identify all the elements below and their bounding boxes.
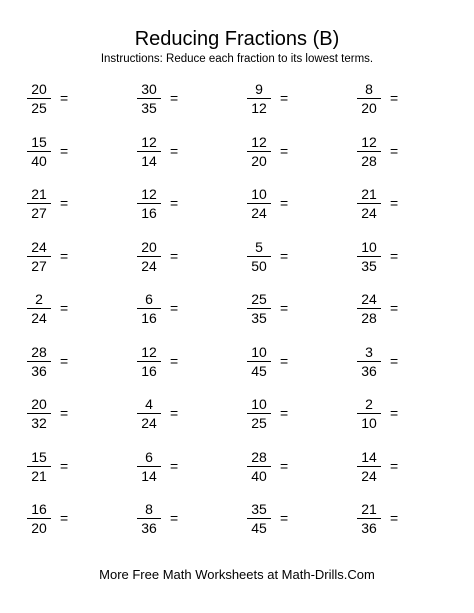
fraction-bar — [27, 203, 51, 204]
fraction-denominator: 21 — [31, 467, 47, 484]
fraction-numerator: 24 — [31, 238, 47, 255]
fraction — [22, 236, 56, 280]
fraction-numerator: 6 — [145, 291, 153, 307]
fraction-denominator: 45 — [251, 520, 267, 536]
fraction-numerator: 9 — [255, 81, 263, 97]
fraction-problem — [242, 236, 312, 280]
fraction-denominator: 27 — [31, 205, 47, 221]
fraction-numerator: 12 — [251, 133, 267, 150]
fraction — [22, 288, 56, 332]
fraction-bar — [247, 308, 271, 309]
fraction-denominator: 28 — [361, 310, 377, 326]
equals-sign: = — [390, 405, 399, 421]
fraction-numerator: 2 — [35, 291, 43, 307]
fraction-numerator: 4 — [145, 396, 153, 412]
fraction-bar — [137, 256, 161, 257]
fraction-problem — [352, 78, 422, 122]
fraction-problem — [22, 288, 92, 332]
fraction-denominator: 16 — [141, 205, 157, 221]
fraction-problem — [22, 183, 92, 227]
fraction-bar — [247, 413, 271, 414]
fraction-bar — [247, 151, 271, 152]
problem-grid — [0, 78, 474, 548]
fraction — [132, 393, 166, 437]
fraction-denominator: 24 — [251, 205, 267, 221]
fraction-problem — [352, 341, 422, 385]
fraction-denominator: 14 — [141, 467, 157, 484]
equals-sign: = — [60, 247, 69, 264]
fraction — [132, 131, 166, 175]
fraction-denominator: 14 — [141, 152, 157, 169]
fraction-denominator: 20 — [361, 100, 377, 116]
fraction-numerator: 20 — [31, 81, 47, 97]
equals-sign: = — [170, 195, 179, 211]
fraction — [132, 288, 166, 332]
fraction-denominator: 40 — [251, 467, 267, 484]
fraction-denominator: 12 — [251, 100, 267, 116]
fraction-bar — [137, 98, 161, 99]
fraction-numerator: 15 — [31, 448, 47, 465]
fraction-bar — [247, 518, 271, 519]
equals-sign: = — [60, 405, 69, 421]
fraction-numerator: 21 — [31, 186, 47, 202]
fraction-denominator: 36 — [361, 520, 377, 536]
fraction-bar — [27, 466, 51, 467]
fraction-problem — [132, 236, 202, 280]
equals-sign: = — [170, 300, 179, 316]
fraction-bar — [357, 413, 381, 414]
fraction — [22, 393, 56, 437]
equals-sign: = — [390, 510, 399, 526]
fraction-problem — [132, 131, 202, 175]
fraction — [242, 288, 276, 332]
fraction-problem — [22, 236, 92, 280]
fraction-denominator: 36 — [141, 520, 157, 536]
fraction-problem — [352, 393, 422, 437]
fraction-bar — [27, 151, 51, 152]
fraction — [352, 78, 386, 122]
fraction-numerator: 12 — [141, 343, 157, 360]
fraction — [352, 341, 386, 385]
worksheet-title: Reducing Fractions (B) — [134, 28, 340, 50]
fraction-numerator: 25 — [251, 291, 267, 307]
equals-sign: = — [390, 300, 399, 316]
fraction-denominator: 40 — [31, 152, 47, 169]
equals-sign: = — [170, 510, 179, 526]
fraction-bar — [137, 308, 161, 309]
fraction-denominator: 24 — [141, 415, 157, 431]
fraction-denominator: 24 — [361, 467, 377, 484]
fraction-problem — [352, 288, 422, 332]
equals-sign: = — [390, 247, 399, 264]
fraction-numerator: 12 — [141, 133, 157, 150]
equals-sign: = — [60, 300, 69, 316]
fraction-problem — [352, 183, 422, 227]
equals-sign: = — [60, 457, 69, 474]
fraction-bar — [357, 203, 381, 204]
fraction-denominator: 27 — [31, 257, 47, 274]
equals-sign: = — [170, 457, 179, 474]
equals-sign: = — [280, 247, 289, 264]
fraction-problem — [132, 393, 202, 437]
fraction-bar — [27, 518, 51, 519]
fraction — [22, 341, 56, 385]
fraction-denominator: 25 — [251, 415, 267, 431]
fraction-problem — [242, 131, 312, 175]
fraction — [22, 131, 56, 175]
equals-sign: = — [170, 90, 179, 106]
fraction-bar — [247, 466, 271, 467]
fraction — [22, 498, 56, 542]
fraction-numerator: 12 — [141, 186, 157, 202]
worksheet-instructions: Instructions: Reduce each fraction to its lowest terms. — [100, 53, 374, 65]
fraction-bar — [137, 151, 161, 152]
fraction-problem — [132, 78, 202, 122]
fraction — [242, 341, 276, 385]
fraction-numerator: 3 — [365, 343, 373, 360]
fraction-bar — [357, 256, 381, 257]
fraction-denominator: 24 — [31, 310, 47, 326]
fraction-bar — [137, 466, 161, 467]
fraction — [22, 183, 56, 227]
fraction-problem — [242, 183, 312, 227]
fraction-numerator: 20 — [31, 396, 47, 412]
fraction — [352, 131, 386, 175]
fraction-denominator: 28 — [361, 152, 377, 169]
worksheet-footer: More Free Math Worksheets at Math-Drills.Com — [99, 567, 375, 582]
fraction-numerator: 24 — [361, 291, 377, 307]
fraction-numerator: 35 — [251, 501, 267, 517]
fraction — [22, 446, 56, 490]
fraction-denominator: 35 — [361, 257, 377, 274]
fraction-numerator: 15 — [31, 133, 47, 150]
equals-sign: = — [60, 142, 69, 159]
fraction — [242, 131, 276, 175]
equals-sign: = — [280, 405, 289, 421]
fraction-bar — [27, 413, 51, 414]
equals-sign: = — [280, 300, 289, 316]
fraction-bar — [137, 413, 161, 414]
fraction-denominator: 35 — [251, 310, 267, 326]
fraction-denominator: 25 — [31, 100, 47, 116]
equals-sign: = — [280, 352, 289, 369]
fraction-denominator: 50 — [251, 257, 267, 274]
fraction-numerator: 20 — [141, 238, 157, 255]
fraction-bar — [137, 361, 161, 362]
fraction-numerator: 30 — [141, 81, 157, 97]
fraction-bar — [247, 98, 271, 99]
fraction — [242, 498, 276, 542]
fraction-numerator: 21 — [361, 501, 377, 517]
fraction-problem — [132, 288, 202, 332]
fraction-bar — [357, 466, 381, 467]
fraction-numerator: 12 — [361, 133, 377, 150]
fraction-denominator: 10 — [361, 415, 377, 431]
fraction-problem — [352, 498, 422, 542]
fraction-bar — [137, 203, 161, 204]
fraction-problem — [22, 78, 92, 122]
fraction-problem — [242, 498, 312, 542]
fraction — [132, 236, 166, 280]
fraction-bar — [357, 308, 381, 309]
fraction — [242, 183, 276, 227]
fraction — [242, 446, 276, 490]
fraction-bar — [27, 256, 51, 257]
fraction-bar — [357, 361, 381, 362]
fraction-problem — [132, 341, 202, 385]
fraction — [132, 78, 166, 122]
fraction-bar — [27, 98, 51, 99]
equals-sign: = — [60, 195, 69, 211]
fraction — [352, 236, 386, 280]
fraction-problem — [22, 341, 92, 385]
fraction-bar — [137, 518, 161, 519]
equals-sign: = — [390, 457, 399, 474]
fraction-denominator: 35 — [141, 100, 157, 116]
fraction-problem — [22, 131, 92, 175]
equals-sign: = — [280, 142, 289, 159]
equals-sign: = — [390, 195, 399, 211]
equals-sign: = — [60, 510, 69, 526]
equals-sign: = — [280, 510, 289, 526]
fraction-numerator: 10 — [251, 396, 267, 412]
fraction-problem — [132, 498, 202, 542]
fraction-problem — [352, 446, 422, 490]
equals-sign: = — [170, 247, 179, 264]
fraction-bar — [27, 361, 51, 362]
fraction-problem — [352, 131, 422, 175]
fraction-bar — [27, 308, 51, 309]
fraction — [352, 393, 386, 437]
equals-sign: = — [390, 142, 399, 159]
fraction-problem — [22, 498, 92, 542]
fraction — [132, 446, 166, 490]
fraction-problem — [242, 288, 312, 332]
fraction — [352, 446, 386, 490]
fraction-numerator: 14 — [361, 448, 377, 465]
fraction-denominator: 20 — [31, 520, 47, 536]
fraction — [132, 183, 166, 227]
fraction-denominator: 32 — [31, 415, 47, 431]
fraction — [242, 78, 276, 122]
fraction-numerator: 5 — [255, 238, 263, 255]
fraction — [242, 236, 276, 280]
fraction-denominator: 24 — [141, 257, 157, 274]
fraction-numerator: 28 — [31, 343, 47, 360]
fraction-numerator: 16 — [31, 501, 47, 517]
equals-sign: = — [170, 405, 179, 421]
equals-sign: = — [390, 90, 399, 106]
fraction-denominator: 16 — [141, 310, 157, 326]
fraction — [352, 498, 386, 542]
fraction — [132, 341, 166, 385]
fraction-bar — [247, 203, 271, 204]
equals-sign: = — [390, 352, 399, 369]
fraction-numerator: 10 — [251, 186, 267, 202]
fraction-problem — [132, 183, 202, 227]
equals-sign: = — [170, 142, 179, 159]
fraction-denominator: 36 — [361, 362, 377, 379]
fraction — [132, 498, 166, 542]
fraction — [242, 393, 276, 437]
equals-sign: = — [280, 457, 289, 474]
equals-sign: = — [280, 90, 289, 106]
fraction-bar — [247, 361, 271, 362]
equals-sign: = — [60, 90, 69, 106]
fraction-numerator: 8 — [145, 501, 153, 517]
fraction-problem — [242, 393, 312, 437]
fraction-problem — [352, 236, 422, 280]
fraction-problem — [242, 341, 312, 385]
fraction-numerator: 2 — [365, 396, 373, 412]
fraction-numerator: 6 — [145, 448, 153, 465]
fraction-problem — [22, 393, 92, 437]
fraction-numerator: 10 — [361, 238, 377, 255]
fraction-denominator: 20 — [251, 152, 267, 169]
fraction-bar — [357, 151, 381, 152]
fraction-problem — [242, 446, 312, 490]
equals-sign: = — [170, 352, 179, 369]
fraction-bar — [357, 98, 381, 99]
fraction-numerator: 8 — [365, 81, 373, 97]
equals-sign: = — [280, 195, 289, 211]
fraction-numerator: 28 — [251, 448, 267, 465]
fraction-numerator: 10 — [251, 343, 267, 360]
equals-sign: = — [60, 352, 69, 369]
fraction-denominator: 24 — [361, 205, 377, 221]
fraction-problem — [132, 446, 202, 490]
fraction-bar — [247, 256, 271, 257]
fraction-numerator: 21 — [361, 186, 377, 202]
fraction-bar — [357, 518, 381, 519]
fraction-denominator: 16 — [141, 362, 157, 379]
fraction-problem — [242, 78, 312, 122]
fraction-denominator: 36 — [31, 362, 47, 379]
fraction — [352, 288, 386, 332]
fraction — [352, 183, 386, 227]
fraction-denominator: 45 — [251, 362, 267, 379]
fraction-problem — [22, 446, 92, 490]
fraction — [22, 78, 56, 122]
